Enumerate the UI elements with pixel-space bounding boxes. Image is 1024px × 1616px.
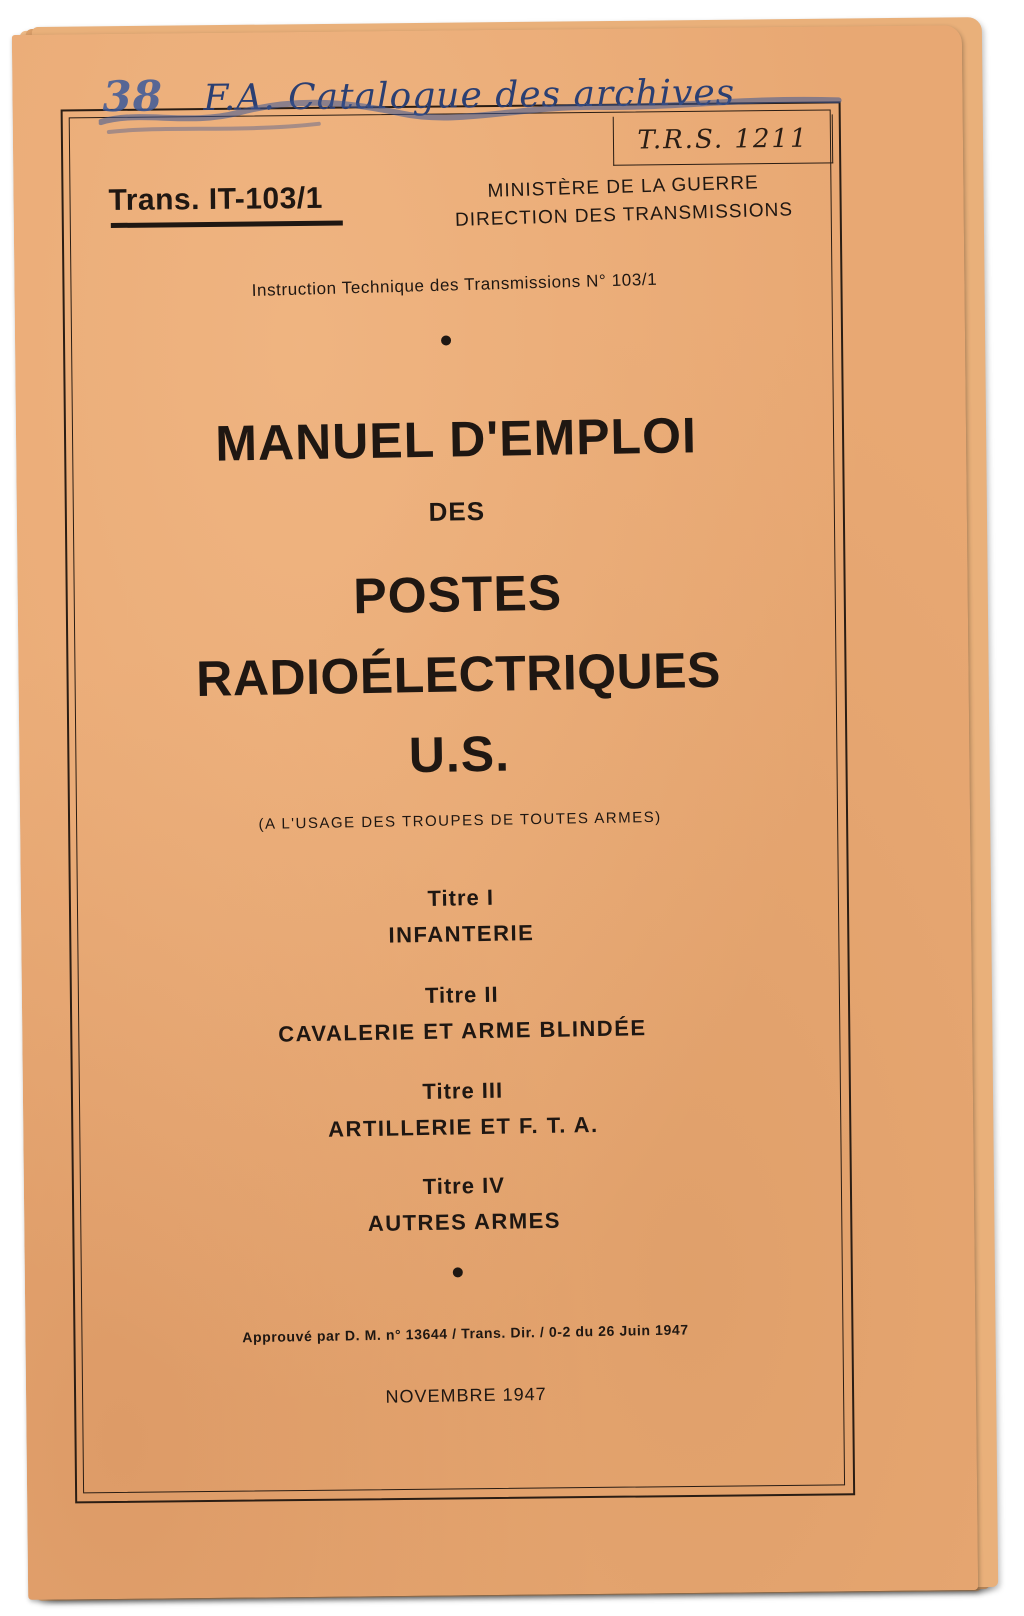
cover-border-inner bbox=[69, 109, 845, 1493]
section-label: Titre II bbox=[424, 981, 499, 1008]
section-entry bbox=[82, 976, 843, 1051]
ornament-dot bbox=[441, 335, 451, 345]
section-name: ARTILLERIE ET F. T. A. bbox=[327, 1111, 599, 1142]
ornament-dot bbox=[453, 1267, 463, 1277]
ministry-heading bbox=[443, 168, 805, 235]
document-reference: Trans. IT-103/1 bbox=[108, 181, 324, 218]
title-line-2: DES bbox=[428, 495, 486, 527]
section-entry bbox=[83, 1072, 844, 1147]
section-label: Titre I bbox=[427, 884, 495, 911]
approval-line: Approuvé par D. M. n° 13644 / Trans. Dir. / 0-2 du 26 Juin 1947 bbox=[242, 1321, 689, 1346]
title-line-4: RADIOÉLECTRIQUES bbox=[195, 641, 722, 707]
title-line-3: POSTES bbox=[352, 564, 563, 625]
handwritten-number: 38 bbox=[102, 71, 164, 122]
section-entry bbox=[81, 879, 842, 954]
instruction-line: Instruction Technique des Transmissions N° 103/1 bbox=[251, 269, 658, 301]
handwritten-note: F.A. Catalogue des archives bbox=[203, 72, 736, 120]
section-label: Titre IV bbox=[422, 1172, 506, 1200]
section-name: CAVALERIE ET ARME BLINDÉE bbox=[278, 1015, 647, 1047]
section-name: AUTRES ARMES bbox=[367, 1207, 562, 1237]
ministry-line: MINISTÈRE DE LA GUERRE bbox=[487, 172, 759, 202]
archive-code-box: T.R.S. 1211 bbox=[613, 114, 834, 165]
section-name: INFANTERIE bbox=[388, 920, 535, 948]
title-line-1: MANUEL D'EMPLOI bbox=[214, 407, 698, 472]
title-line-5: U.S. bbox=[408, 725, 511, 784]
usage-subtitle: (A L'USAGE DES TROUPES DE TOUTES ARMES) bbox=[258, 808, 662, 833]
section-entry bbox=[84, 1167, 845, 1242]
section-label: Titre III bbox=[422, 1077, 504, 1105]
manual-cover bbox=[12, 25, 978, 1600]
direction-line: DIRECTION DES TRANSMISSIONS bbox=[454, 199, 794, 231]
publication-date: NOVEMBRE 1947 bbox=[385, 1383, 547, 1407]
